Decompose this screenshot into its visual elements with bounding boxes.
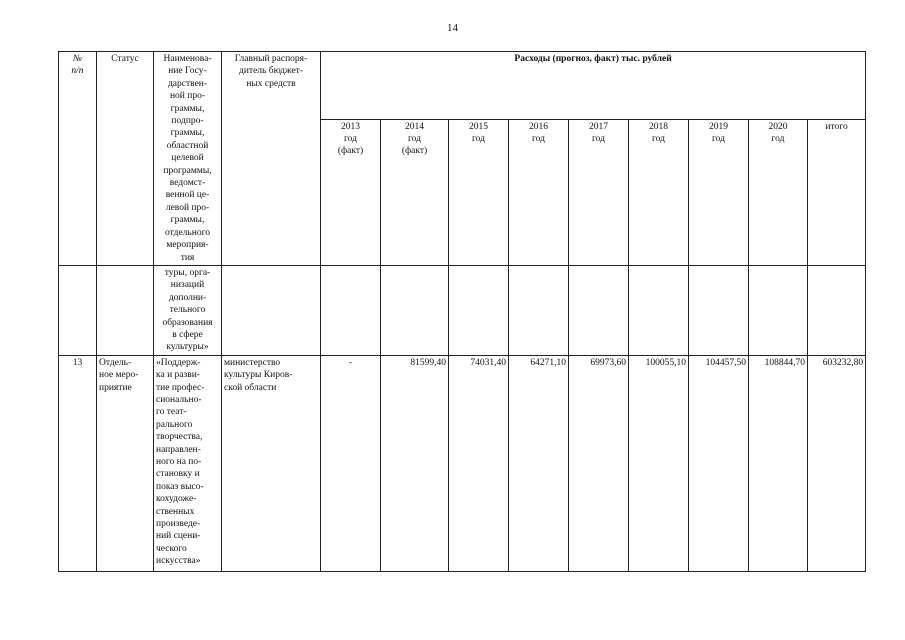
row-value — [509, 265, 569, 355]
row-admin: министерство культуры Киров- ской области — [222, 355, 321, 571]
row-value — [569, 265, 629, 355]
row-value — [689, 265, 749, 355]
table-row — [59, 265, 866, 355]
header-year-2018: 2018 год — [629, 119, 689, 265]
row-no: 13 — [59, 355, 97, 571]
header-status: Статус — [97, 52, 154, 266]
header-expenses: Расходы (прогноз, факт) тыс. рублей — [321, 52, 866, 120]
header-year-2019: 2019 год — [689, 119, 749, 265]
row-value: 64271,10 — [509, 355, 569, 571]
row-value: 108844,70 — [749, 355, 808, 571]
header-year-2016: 2016 год — [509, 119, 569, 265]
row-value: 104457,50 — [689, 355, 749, 571]
row-value: 603232,80 — [808, 355, 866, 571]
header-year-2014: 2014 год (факт) — [381, 119, 449, 265]
header-row-1 — [59, 52, 866, 120]
header-year-2020: 2020 год — [749, 119, 808, 265]
header-year-2017: 2017 год — [569, 119, 629, 265]
row-admin — [222, 265, 321, 355]
row-no — [59, 265, 97, 355]
header-no: № п/п — [59, 52, 97, 266]
header-year-2015: 2015 год — [449, 119, 509, 265]
header-admin: Главный распоря- дитель бюджет- ных средств — [222, 52, 321, 266]
row-name: «Поддерж- ка и разви- тие профес- сионально- го теат- рального творчества, направлен- ного на по- становку и показ высо- кохудоже- ственных произведе- ний сцени- ческого искусства» — [154, 355, 222, 571]
row-value — [749, 265, 808, 355]
row-value — [808, 265, 866, 355]
header-year-2013: 2013 год (факт) — [321, 119, 381, 265]
row-value: 69973,60 — [569, 355, 629, 571]
row-value — [321, 265, 381, 355]
row-value: - — [321, 355, 381, 571]
row-value: 100055,10 — [629, 355, 689, 571]
row-name: туры, орга- низаций дополни- тельного образования в сфере культуры» — [154, 265, 222, 355]
row-value — [381, 265, 449, 355]
page-number: 14 — [447, 22, 458, 34]
row-status — [97, 265, 154, 355]
header-total: итого — [808, 119, 866, 265]
row-value: 74031,40 — [449, 355, 509, 571]
budget-table — [58, 51, 866, 572]
row-value — [449, 265, 509, 355]
row-status: Отдель- ное меро- приятие — [97, 355, 154, 571]
row-value — [629, 265, 689, 355]
table-row — [59, 355, 866, 571]
row-value: 81599,40 — [381, 355, 449, 571]
header-name: Наименова- ние Госу- дарствен- ной про- граммы, подпро- граммы, областной целевой программы, ведомст- венной це- левой про- граммы, отдельного мероприя- тия — [154, 52, 222, 266]
